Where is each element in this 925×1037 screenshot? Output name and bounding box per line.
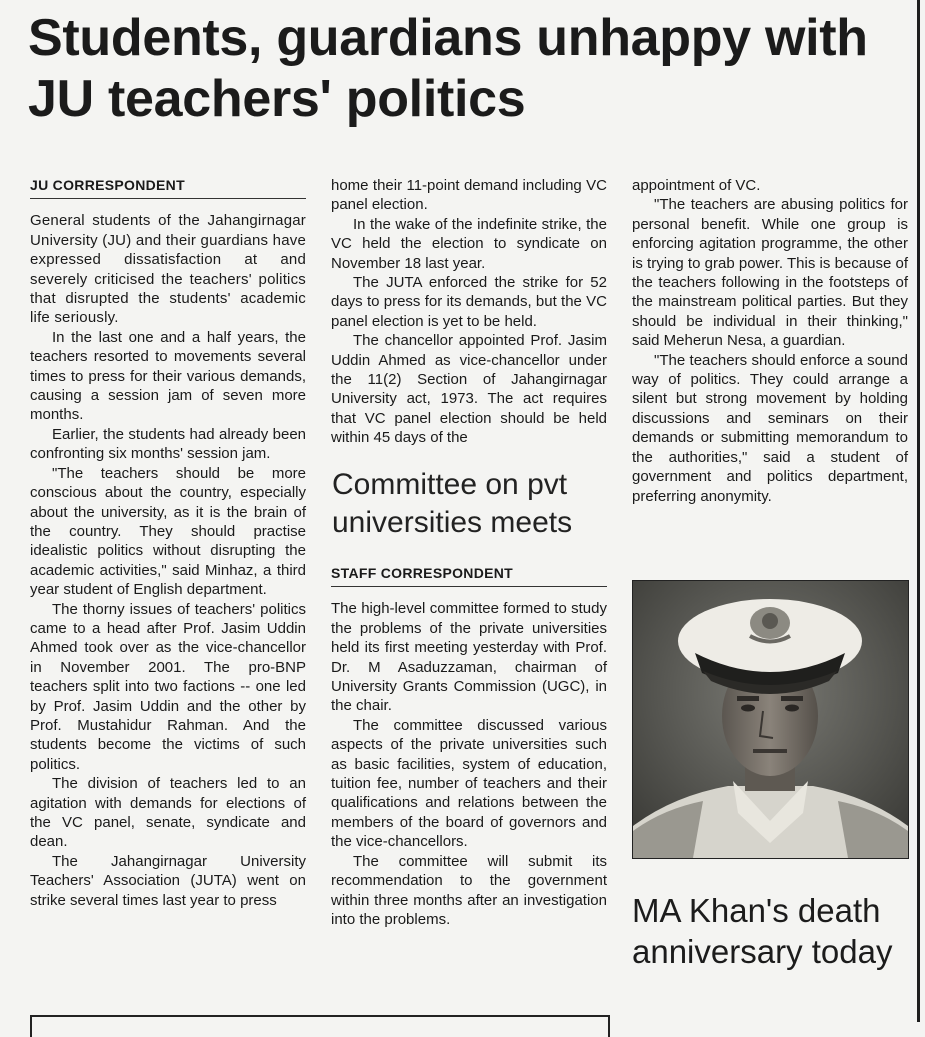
- article-paragraph: The JUTA enforced the strike for 52 days to press for its demands, but the VC panel election is yet to be held.: [331, 274, 607, 330]
- khan-headline: MA Khan's death anniversary today: [632, 892, 893, 970]
- article-paragraph: The division of teachers led to an agitation with demands for elections of the VC panel, senate, syndicate and dean.: [30, 775, 306, 851]
- committee-headline: Committee on pvt universities meets: [332, 468, 573, 539]
- committee-paragraph: The committee discussed various aspects of the private universities such as basic facilities, system of education, tuition fee, number of teachers and their qualifications and relations between the members of the board of governors and the vice-chancellors.: [331, 716, 607, 851]
- article-column-3: [632, 176, 908, 506]
- article-paragraph: "The teachers should enforce a sound way of politics. They could arrange a silent but strong movement by holding discussions and seminars on their demands or submitting memorandum to the authorities," said a student of government and politics department, preferring anonymity.: [632, 351, 908, 505]
- article-paragraph: "The teachers should be more conscious about the country, especially about the university, as it is the brain of the country. They should practise idealistic politics without disrupting the academic activities," said Minhaz, a third year student of English department.: [30, 464, 306, 599]
- main-headline: Students, guardians unhappy with JU teachers' politics: [28, 9, 868, 128]
- article-paragraph: Earlier, the students had already been confronting six months' session jam.: [30, 425, 306, 463]
- article-byline: JU CORRESPONDENT: [30, 176, 306, 199]
- right-column-rule: [917, 0, 920, 1022]
- article-paragraph: "The teachers are abusing politics for personal benefit. While one group is enforcing agitation programme, the other is trying to grab power. This is because of the teachers following in the footsteps of the mainstream political parties. But they should be individual in their thinking," said Meherun Nesa, a guardian.: [632, 196, 908, 350]
- article-column-1: [30, 176, 306, 910]
- portrait-photo: [632, 580, 909, 859]
- article-paragraph: The Jahangirnagar University Teachers' Association (JUTA) went on strike several times last year to press: [30, 852, 306, 909]
- next-story-frame: [30, 1015, 610, 1037]
- committee-paragraph: The high-level committee formed to study the problems of the private universities held its first meeting yesterday with Prof. Dr. M Asaduzzaman, chairman of University Grants Commission (UGC), in the chair.: [331, 600, 607, 715]
- article-paragraph: In the wake of the indefinite strike, the VC held the election to syndicate on November 18 last year.: [331, 215, 607, 272]
- article-paragraph: In the last one and a half years, the teachers resorted to movements several times to press for their various demands, causing a session jam of seven more months.: [30, 328, 306, 424]
- article-paragraph: home their 11-point demand including VC panel election.: [331, 177, 607, 214]
- article-paragraph: The thorny issues of teachers' politics came to a head after Prof. Jasim Uddin Ahmed took over as the vice-chancellor in November 2001. The pro-BNP teachers split into two factions -- one led by Prof. Jasim Uddin and the other by Prof. Mustahidur Rahman. And the students become the victims of such politics.: [30, 600, 306, 773]
- officer-portrait-image: [633, 581, 908, 858]
- article-paragraph: appointment of VC.: [632, 177, 761, 194]
- committee-story: [331, 564, 607, 929]
- article-column-2: [331, 176, 607, 448]
- article-paragraph: General students of the Jahangirnagar University (JU) and their guardians have expressed dissatisfaction at and severely criticised the teachers' politics that disrupted the students' academic life seriously.: [30, 212, 306, 327]
- article-paragraph: The chancellor appointed Prof. Jasim Uddin Ahmed as vice-chancellor under the 11(2) Section of Jahangirnagar University act, 1973. The act requires that VC panel election should be held within 45 days of the: [331, 332, 607, 447]
- committee-paragraph: The committee will submit its recommendation to the government within three months after an investigation into the problems.: [331, 852, 607, 928]
- committee-byline: STAFF CORRESPONDENT: [331, 564, 607, 587]
